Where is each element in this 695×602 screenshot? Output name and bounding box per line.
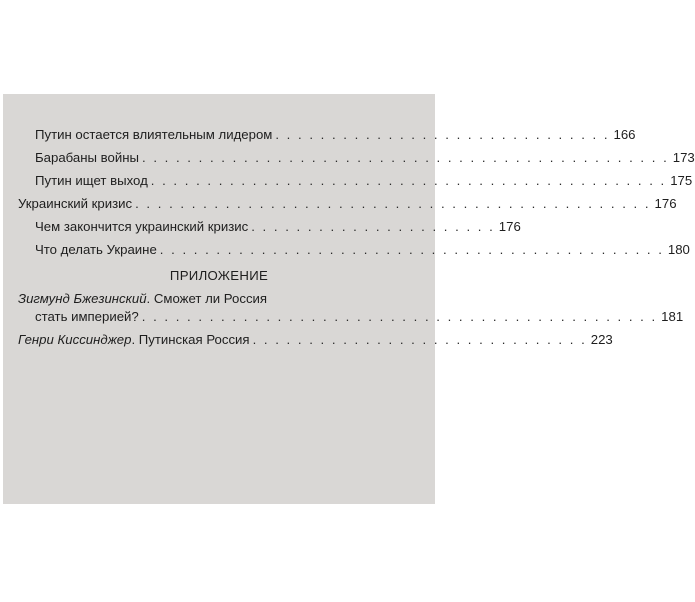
- leader-dots: . . . . . . . . . . . . . . . . . . . . . .: [251, 219, 495, 234]
- toc-entry-title: Путин ищет выход: [35, 173, 148, 188]
- appendix-author: Генри Киссинджер: [18, 332, 132, 347]
- appendix-entry-line1: [18, 290, 413, 308]
- leader-dots: . . . . . . . . . . . . . . . . . . . . . . . . . . . . . .: [275, 127, 610, 142]
- toc-entry-title: Украинский кризис: [18, 196, 133, 211]
- appendix-title-part: . Путинская Россия: [131, 332, 250, 347]
- toc-entry: [35, 126, 636, 144]
- leader-dots: . . . . . . . . . . . . . . . . . . . . . . . . . . . . . .: [252, 332, 587, 347]
- toc-entry: [35, 308, 684, 326]
- toc-entry-page: 173: [672, 150, 695, 165]
- toc-entry-title: Чем закончится украинский кризис: [35, 219, 249, 234]
- toc-entry-page: 176: [654, 196, 677, 211]
- toc-entry-page: 181: [661, 309, 684, 324]
- leader-dots: . . . . . . . . . . . . . . . . . . . . . . . . . . . . . . . . . . . . . . . . . . . . .: [159, 242, 664, 257]
- toc-entry: [35, 172, 693, 190]
- toc-entry-page: 180: [667, 242, 690, 257]
- toc-entry-title: Барабаны войны: [35, 150, 139, 165]
- toc-entry: [35, 149, 695, 167]
- leader-dots: . . . . . . . . . . . . . . . . . . . . . . . . . . . . . . . . . . . . . . . . . . . . . .: [150, 173, 667, 188]
- toc-entry: [18, 331, 613, 349]
- toc-entry-title: Что делать Украине: [35, 242, 157, 257]
- toc-entry-page: 176: [498, 219, 521, 234]
- leader-dots: . . . . . . . . . . . . . . . . . . . . . . . . . . . . . . . . . . . . . . . . . . . . . .: [135, 196, 651, 211]
- toc-entry: [35, 218, 521, 236]
- appendix-title-part: . Сможет ли Россия: [146, 291, 268, 306]
- appendix-entry-title: [18, 290, 267, 308]
- leader-dots: . . . . . . . . . . . . . . . . . . . . . . . . . . . . . . . . . . . . . . . . . . . . . .: [141, 309, 658, 324]
- toc-entry: [18, 195, 677, 213]
- leader-dots: . . . . . . . . . . . . . . . . . . . . . . . . . . . . . . . . . . . . . . . . . . . . . . .: [142, 150, 669, 165]
- toc-entry-page: 166: [613, 127, 636, 142]
- toc-entry-title: Путин остается влиятельным лидером: [35, 127, 273, 142]
- book-page: [3, 94, 695, 504]
- appendix-heading: ПРИЛОЖЕНИЕ: [169, 268, 269, 283]
- toc-entry-page: 223: [590, 332, 613, 347]
- appendix-entry-title: [18, 331, 250, 349]
- toc-entry: [35, 241, 690, 259]
- toc-entry-page: 175: [670, 173, 693, 188]
- appendix-title-continuation: стать империей?: [35, 309, 139, 324]
- appendix-author: Зигмунд Бжезинский: [18, 291, 147, 306]
